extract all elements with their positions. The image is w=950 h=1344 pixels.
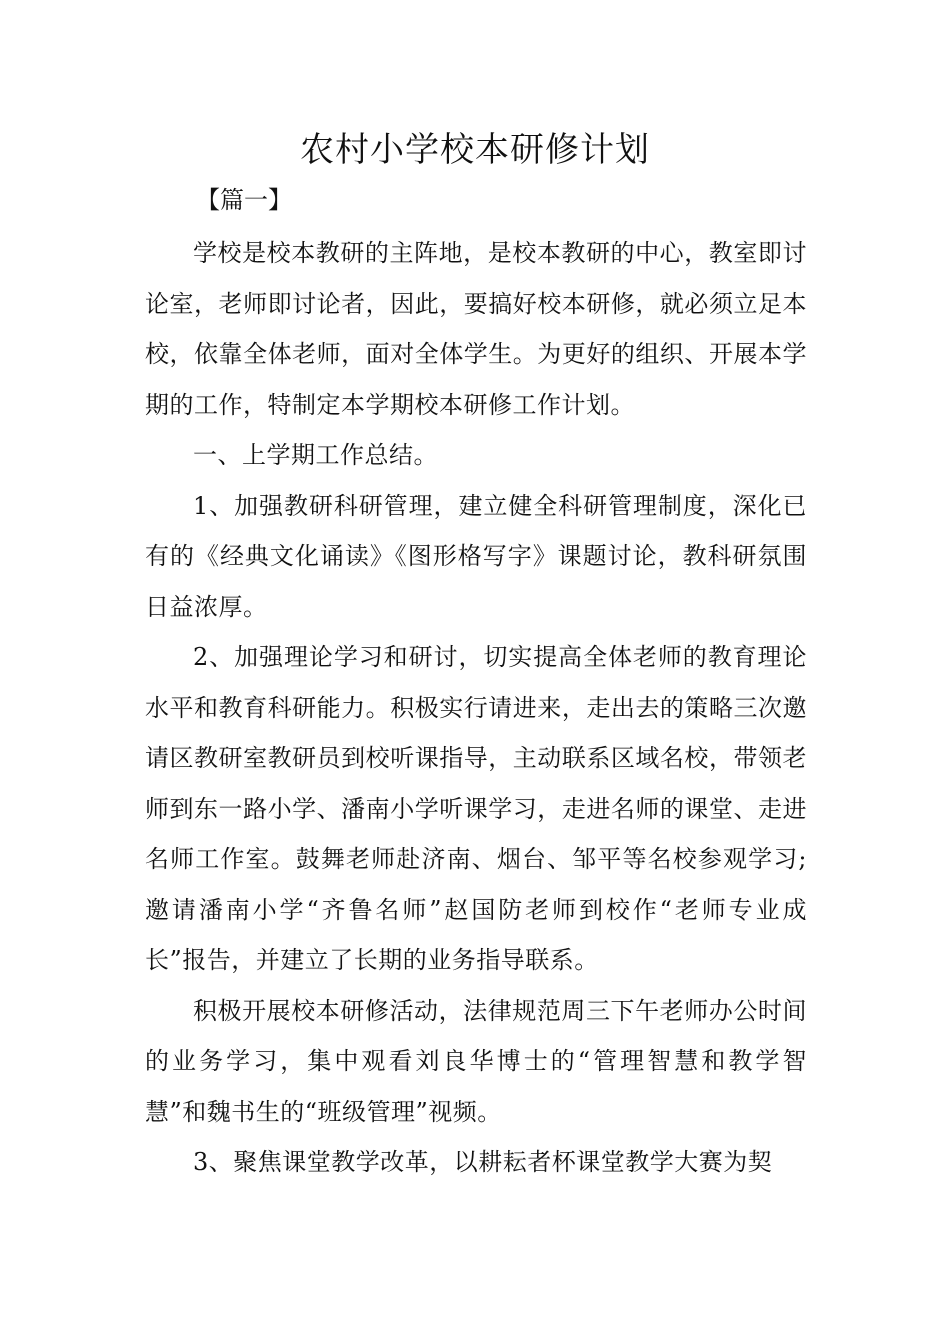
paragraph-item-1: 1、加强教研科研管理，建立健全科研管理制度，深化已有的《经典文化诵读》《图形格写字》课题讨论，教科研氛围日益浓厚。 — [145, 491, 807, 621]
document-body — [145, 228, 807, 1188]
paragraph-item-3: 3、聚焦课堂教学改革，以耕耘者杯课堂教学大赛为契 — [193, 1148, 773, 1176]
paragraph-activities: 积极开展校本研修活动，法律规范周三下午老师办公时间的业务学习，集中观看刘良华博士的“管理智慧和教学智慧”和魏书生的“班级管理”视频。 — [145, 996, 807, 1126]
section-label: 【篇一】 — [196, 186, 292, 214]
paragraph-intro: 学校是校本教研的主阵地，是校本教研的中心，教室即讨论室，老师即讨论者，因此，要搞好校本研修，就必须立足本校，依靠全体老师，面对全体学生。为更好的组织、开展本学期的工作，特制定本学期校本研修工作计划。 — [145, 239, 807, 419]
paragraph-heading-summary: 一、上学期工作总结。 — [193, 441, 438, 469]
paragraph-item-2: 2、加强理论学习和研讨，切实提高全体老师的教育理论水平和教育科研能力。积极实行请进来，走出去的策略三次邀请区教研室教研员到校听课指导，主动联系区域名校，带领老师到东一路小学、潘南小学听课学习，走进名师的课堂、走进名师工作室。鼓舞老师赴济南、烟台、邹平等名校参观学习;邀请潘南小学“齐鲁名师”赵国防老师到校作“老师专业成长”报告，并建立了长期的业务指导联系。 — [145, 643, 807, 974]
document-title: 农村小学校本研修计划 — [300, 130, 650, 170]
